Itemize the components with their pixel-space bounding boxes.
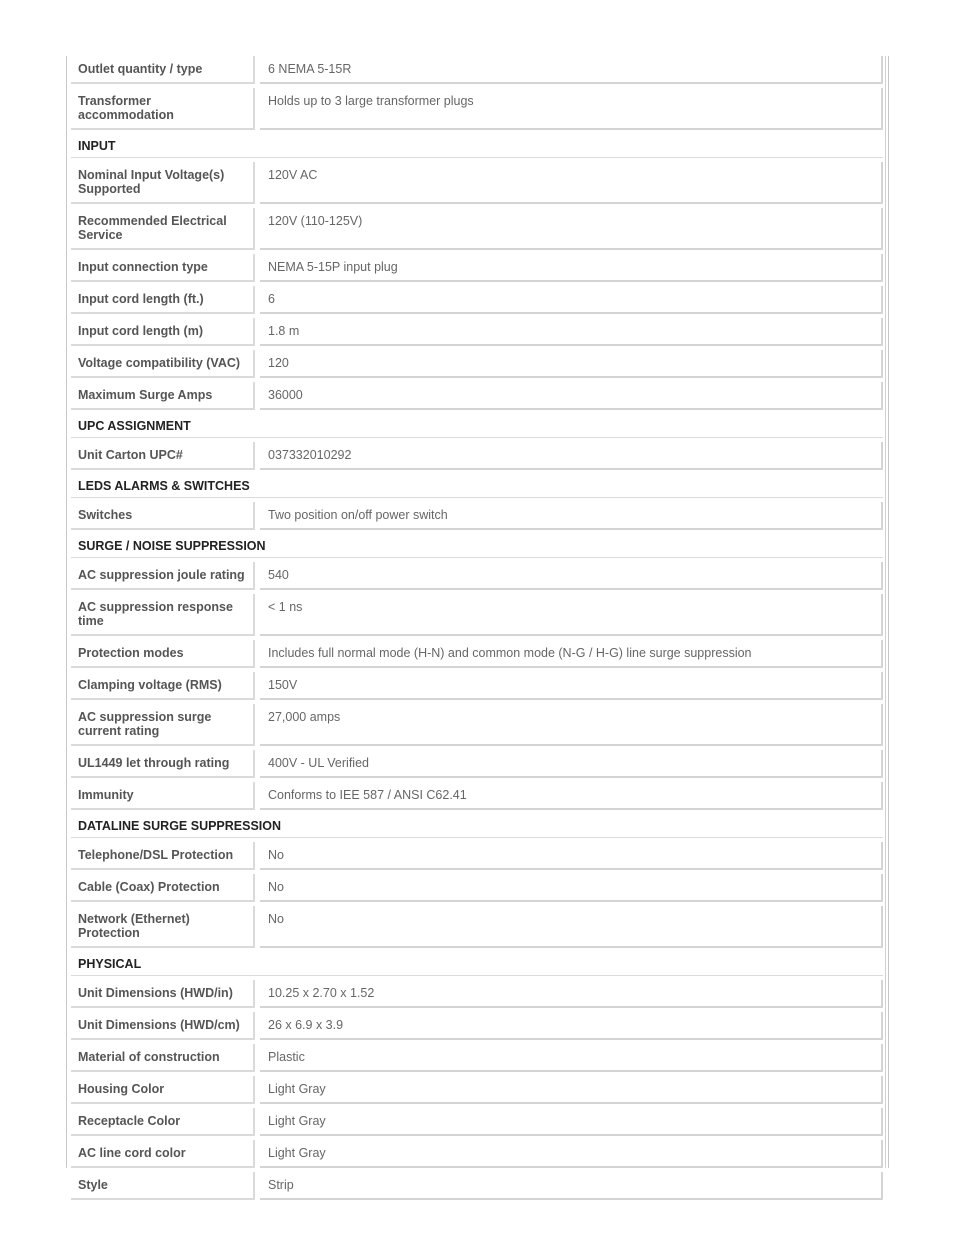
spec-value: 36000 [260,382,883,410]
spec-label: Unit Dimensions (HWD/cm) [71,1012,255,1040]
spec-row [71,208,883,250]
spec-label: Switches [71,502,255,530]
spec-label: AC line cord color [71,1140,255,1168]
spec-value: Strip [260,1172,883,1200]
spec-value: 120V (110-125V) [260,208,883,250]
spec-label: Receptacle Color [71,1108,255,1136]
spec-row [71,640,883,668]
spec-label: Input cord length (m) [71,318,255,346]
spec-row [71,56,883,84]
spec-row [71,162,883,204]
section-header: SURGE / NOISE SUPPRESSION [71,534,883,558]
spec-value: 150V [260,672,883,700]
section-header: INPUT [71,134,883,158]
spec-label: Nominal Input Voltage(s) Supported [71,162,255,204]
spec-row [71,704,883,746]
spec-row [71,1172,883,1200]
spec-row [71,1012,883,1040]
spec-row [71,980,883,1008]
spec-label: AC suppression surge current rating [71,704,255,746]
spec-value: 120V AC [260,162,883,204]
spec-label: Telephone/DSL Protection [71,842,255,870]
spec-value: 6 NEMA 5-15R [260,56,883,84]
spec-row [71,502,883,530]
section-header: DATALINE SURGE SUPPRESSION [71,814,883,838]
spec-value: 6 [260,286,883,314]
spec-value: No [260,874,883,902]
spec-label: Input cord length (ft.) [71,286,255,314]
spec-label: Transformer accommodation [71,88,255,130]
spec-label: AC suppression response time [71,594,255,636]
spec-label: Maximum Surge Amps [71,382,255,410]
spec-label: Unit Dimensions (HWD/in) [71,980,255,1008]
spec-row [71,1076,883,1104]
spec-row [71,350,883,378]
spec-label: Recommended Electrical Service [71,208,255,250]
spec-row [71,286,883,314]
spec-label: Material of construction [71,1044,255,1072]
spec-row [71,672,883,700]
spec-row [71,750,883,778]
spec-label: UL1449 let through rating [71,750,255,778]
spec-label: Immunity [71,782,255,810]
spec-label: Voltage compatibility (VAC) [71,350,255,378]
spec-value: 400V - UL Verified [260,750,883,778]
spec-row [71,842,883,870]
spec-label: Input connection type [71,254,255,282]
section-header: LEDS ALARMS & SWITCHES [71,474,883,498]
spec-label: Outlet quantity / type [71,56,255,84]
spec-label: Unit Carton UPC# [71,442,255,470]
spec-value: Holds up to 3 large transformer plugs [260,88,883,130]
spec-value: Light Gray [260,1076,883,1104]
spec-table [71,56,883,1204]
spec-value: NEMA 5-15P input plug [260,254,883,282]
spec-label: AC suppression joule rating [71,562,255,590]
spec-row [71,782,883,810]
spec-row [71,442,883,470]
spec-value: 27,000 amps [260,704,883,746]
spec-label: Protection modes [71,640,255,668]
spec-row [71,562,883,590]
spec-row [71,874,883,902]
spec-row [71,318,883,346]
spec-value: < 1 ns [260,594,883,636]
spec-value: Plastic [260,1044,883,1072]
spec-value: No [260,906,883,948]
spec-value: Light Gray [260,1140,883,1168]
section-header: PHYSICAL [71,952,883,976]
spec-row [71,906,883,948]
spec-label: Style [71,1172,255,1200]
spec-value: 120 [260,350,883,378]
spec-value: Light Gray [260,1108,883,1136]
spec-value: Conforms to IEE 587 / ANSI C62.41 [260,782,883,810]
section-header: UPC ASSIGNMENT [71,414,883,438]
spec-value: 10.25 x 2.70 x 1.52 [260,980,883,1008]
spec-label: Cable (Coax) Protection [71,874,255,902]
spec-label: Housing Color [71,1076,255,1104]
spec-row [71,1108,883,1136]
spec-value: Two position on/off power switch [260,502,883,530]
spec-label: Network (Ethernet) Protection [71,906,255,948]
spec-value: 26 x 6.9 x 3.9 [260,1012,883,1040]
spec-row [71,1044,883,1072]
spec-label: Clamping voltage (RMS) [71,672,255,700]
spec-value: 540 [260,562,883,590]
spec-row [71,1140,883,1168]
spec-value: Includes full normal mode (H-N) and common mode (N-G / H-G) line surge suppression [260,640,883,668]
spec-row [71,88,883,130]
spec-value: 037332010292 [260,442,883,470]
spec-value: 1.8 m [260,318,883,346]
spec-row [71,382,883,410]
spec-row [71,254,883,282]
spec-row [71,594,883,636]
spec-value: No [260,842,883,870]
